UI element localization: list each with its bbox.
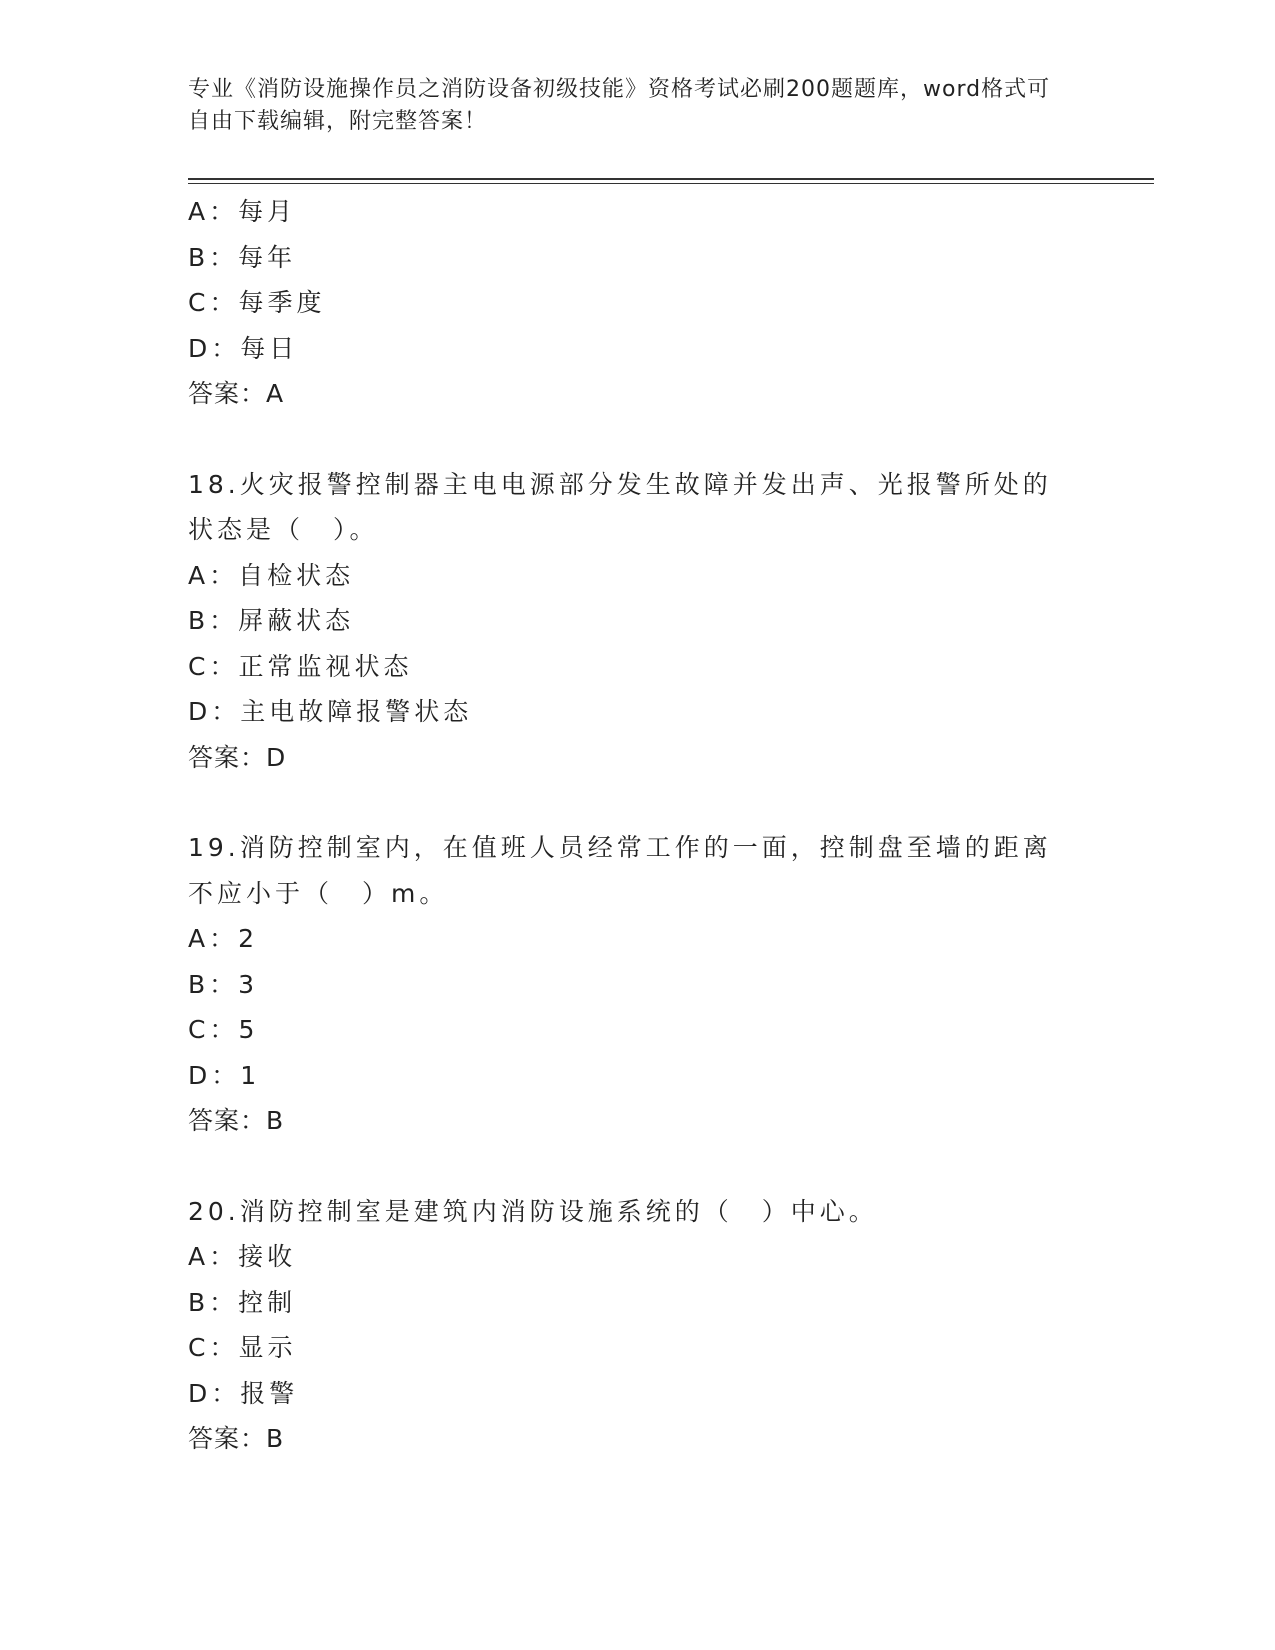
- option-c: [188, 644, 1148, 690]
- option-label: D：: [188, 697, 241, 726]
- option-c: [188, 280, 1148, 326]
- option-text: 5: [238, 1015, 259, 1044]
- option-text: 自检状态: [238, 560, 355, 590]
- option-text: 报警: [240, 1378, 299, 1408]
- option-label: B：: [188, 969, 239, 999]
- question-text: 18.火灾报警控制器主电电源部分发生故障并发出声、光报警所处的状态是（ ）。: [188, 469, 1052, 544]
- option-text: 屏蔽状态: [238, 606, 355, 635]
- option-b: [188, 1280, 1148, 1326]
- option-a: [188, 189, 1148, 235]
- question-list: [188, 189, 1148, 1462]
- option-label: A：: [188, 1242, 239, 1271]
- option-d: [188, 689, 1148, 735]
- option-label: D：: [188, 333, 241, 363]
- option-b: [188, 962, 1148, 1008]
- option-label: A：: [188, 924, 239, 953]
- question-20: [188, 1189, 1148, 1462]
- option-text: 每月: [238, 197, 297, 226]
- option-text: 每日: [240, 333, 299, 363]
- option-c: [188, 1007, 1148, 1053]
- header-divider-thick: [188, 178, 1154, 180]
- answer-line: 答案：B: [188, 1106, 285, 1135]
- header-divider-thin: [188, 183, 1154, 184]
- question-17-tail: [188, 189, 1148, 417]
- option-label: B：: [188, 606, 239, 635]
- option-a: [188, 553, 1148, 599]
- answer-line: 答案：D: [188, 742, 287, 772]
- option-a: [188, 916, 1148, 962]
- option-label: C：: [188, 651, 239, 681]
- document-header: 专业《消防设施操作员之消防设备初级技能》资格考试必刷200题题库，word格式可自由下载编辑，附完整答案！: [188, 77, 1051, 134]
- option-text: 主电故障报警状态: [240, 697, 473, 726]
- question-19: [188, 825, 1148, 1144]
- option-text: 每季度: [238, 288, 326, 317]
- answer-line: 答案：B: [188, 1424, 285, 1453]
- question-text: 19.消防控制室内，在值班人员经常工作的一面，控制盘至墙的距离不应小于（ ）m。: [188, 833, 1052, 908]
- option-text: 显示: [238, 1333, 297, 1362]
- question-18: [188, 462, 1148, 781]
- option-text: 控制: [238, 1287, 297, 1317]
- option-d: [188, 1371, 1148, 1417]
- question-text: 20.消防控制室是建筑内消防设施系统的（ ）中心。: [188, 1196, 878, 1226]
- option-label: D：: [188, 1378, 241, 1408]
- option-label: A：: [188, 560, 239, 590]
- option-label: C：: [188, 1333, 239, 1362]
- option-text: 接收: [238, 1242, 297, 1271]
- option-label: B：: [188, 242, 239, 272]
- option-a: [188, 1234, 1148, 1280]
- option-text: 正常监视状态: [238, 651, 413, 681]
- option-text: 2: [238, 924, 259, 953]
- option-label: B：: [188, 1287, 239, 1317]
- option-d: [188, 326, 1148, 372]
- answer-line: 答案：A: [188, 379, 285, 408]
- option-c: [188, 1325, 1148, 1371]
- option-b: [188, 598, 1148, 644]
- option-b: [188, 235, 1148, 281]
- option-label: D：: [188, 1060, 241, 1090]
- option-label: A：: [188, 197, 239, 226]
- option-text: 3: [238, 969, 259, 999]
- option-d: [188, 1053, 1148, 1099]
- document-page: [188, 0, 1148, 1650]
- option-text: 1: [240, 1060, 261, 1090]
- option-label: C：: [188, 1015, 239, 1044]
- option-text: 每年: [238, 242, 297, 272]
- option-label: C：: [188, 288, 239, 317]
